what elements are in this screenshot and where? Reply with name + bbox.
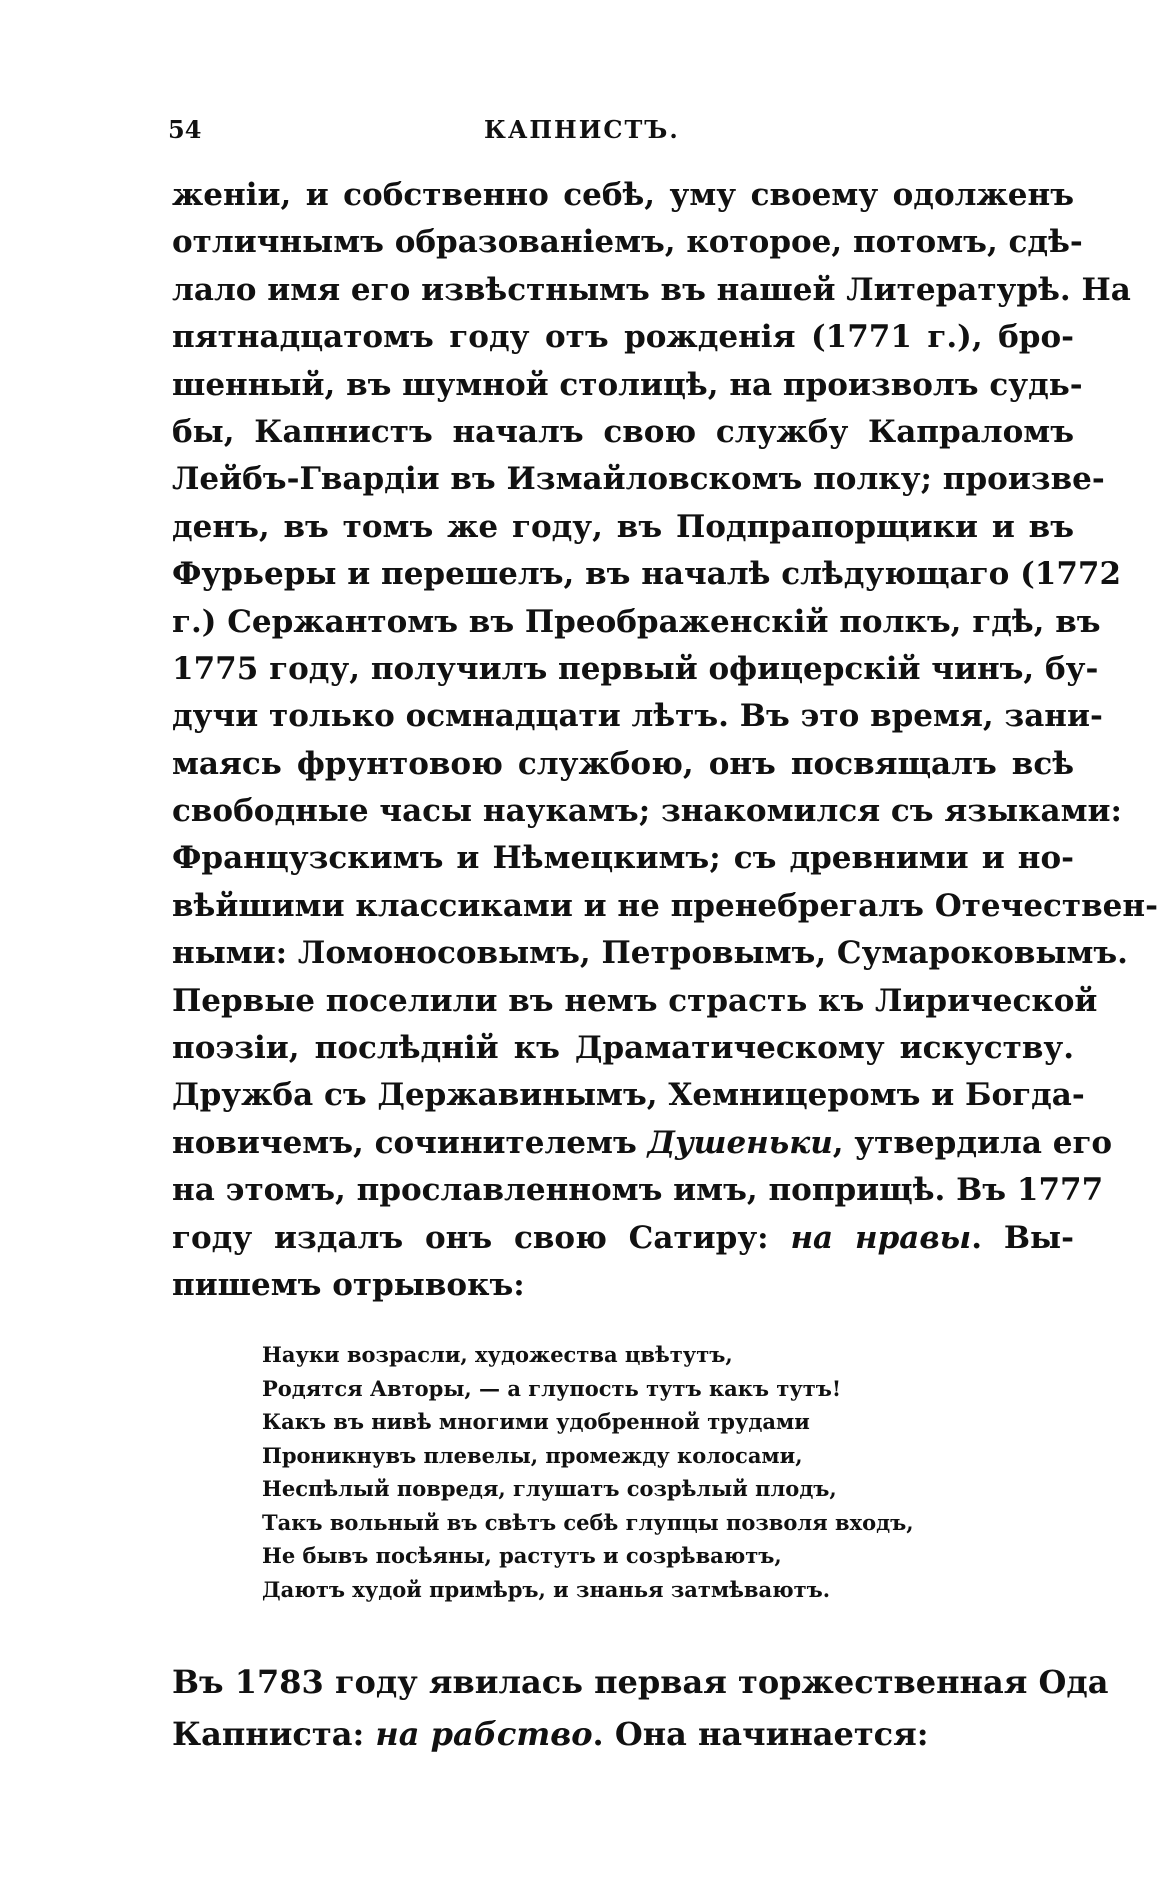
main-paragraph xyxy=(172,172,1158,1309)
text-line: шенный, въ шумной столицѣ, на произволъ судь- xyxy=(172,366,1083,403)
page-number: 54 xyxy=(168,115,202,144)
running-head: КАПНИСТЪ. xyxy=(484,115,680,144)
text-line: 1775 году, получилъ первый офицерскій чинъ, бу- xyxy=(172,650,1099,687)
text-segment: . Вы- xyxy=(971,1219,1074,1256)
text-line: ными: Ломоносовымъ, Петровымъ, Сумароковымъ. xyxy=(172,935,1128,972)
text-line: дучи только осмнадцати лѣтъ. Въ это время, зани- xyxy=(172,698,1103,735)
text-line: женіи, и собственно себѣ, уму своему одолженъ xyxy=(172,177,1074,213)
verse-line: Науки возрасли, художества цвѣтутъ, xyxy=(262,1342,733,1367)
text-line: бы, Капнистъ началъ свою службу Капраломъ xyxy=(172,413,1074,450)
verse-line: Родятся Авторы, — а глупость тутъ какъ тутъ! xyxy=(262,1375,842,1401)
text-line: денъ, въ томъ же году, въ Подпрапорщики и въ xyxy=(172,508,1074,545)
verse-line: Какъ въ нивѣ многими удобренной трудами xyxy=(262,1409,810,1434)
italic-title-na-nravy: на нравы xyxy=(790,1219,972,1256)
italic-title-dushenka: Душеньки xyxy=(647,1124,833,1161)
verse-line: Даютъ худой примѣръ, и знанья затмѣваютъ. xyxy=(262,1576,831,1602)
text-line: лало имя его извѣстнымъ въ нашей Литературѣ. На xyxy=(172,271,1131,308)
text-line xyxy=(172,1215,1074,1262)
text-line: г.) Сержантомъ въ Преображенскій полкъ, гдѣ, въ xyxy=(172,603,1101,640)
text-line: Фурьеры и перешелъ, въ началѣ слѣдующаго (1772 xyxy=(172,556,1122,593)
text-segment: году издалъ онъ свою Сатиру: xyxy=(172,1219,769,1256)
text-segment: , утвердила его xyxy=(832,1124,1113,1161)
text-segment: Капниста: xyxy=(172,1715,365,1753)
text-line: отличнымъ образованіемъ, которое, потомъ, сдѣ- xyxy=(172,224,1083,261)
text-segment: . Она начинается: xyxy=(592,1715,929,1753)
text-line: свободные часы наукамъ; знакомился съ языками: xyxy=(172,793,1122,830)
text-line xyxy=(172,1120,1113,1167)
text-line: пятнадцатомъ году отъ рожденія (1771 г.), бро- xyxy=(172,319,1074,356)
page-header xyxy=(168,115,1068,155)
text-line: Въ 1783 году явилась первая торжественная Ода xyxy=(172,1663,1109,1701)
text-line: вѣйшими классиками и не пренебрегалъ Отечествен- xyxy=(172,887,1158,924)
text-segment: новичемъ, сочинителемъ xyxy=(172,1124,637,1161)
closing-paragraph xyxy=(172,1656,1109,1760)
verse-line: Не бывъ посѣяны, растутъ и созрѣваютъ, xyxy=(262,1543,782,1568)
verse-line: Такъ вольный въ свѣтъ себѣ глупцы позволя входъ, xyxy=(262,1509,914,1535)
text-line: Первые поселили въ немъ страсть къ Лирической xyxy=(172,982,1098,1019)
text-line xyxy=(172,1708,1078,1760)
text-line: Лейбъ-Гвардіи въ Измайловскомъ полку; произве- xyxy=(172,461,1105,498)
text-line: пишемъ отрывокъ: xyxy=(172,1266,525,1303)
italic-title-na-rabstvo: на рабство xyxy=(375,1715,593,1753)
text-line: поэзіи, послѣдній къ Драматическому искуству. xyxy=(172,1030,1074,1067)
text-line: Французскимъ и Нѣмецкимъ; съ древними и но- xyxy=(172,840,1074,877)
verse-line: Неспѣлый поврeдя, глушатъ созрѣлый плодъ, xyxy=(262,1476,837,1501)
verse-line: Проникнувъ плевелы, промежду колосами, xyxy=(262,1442,803,1468)
text-line: маясь фрунтовою службою, онъ посвящалъ всѣ xyxy=(172,745,1074,782)
verse-excerpt xyxy=(262,1338,962,1606)
text-line: Дружба съ Державинымъ, Хемницеромъ и Богда- xyxy=(172,1077,1085,1114)
text-line: на этомъ, прославленномъ имъ, поприщѣ. Въ 1777 xyxy=(172,1172,1104,1209)
